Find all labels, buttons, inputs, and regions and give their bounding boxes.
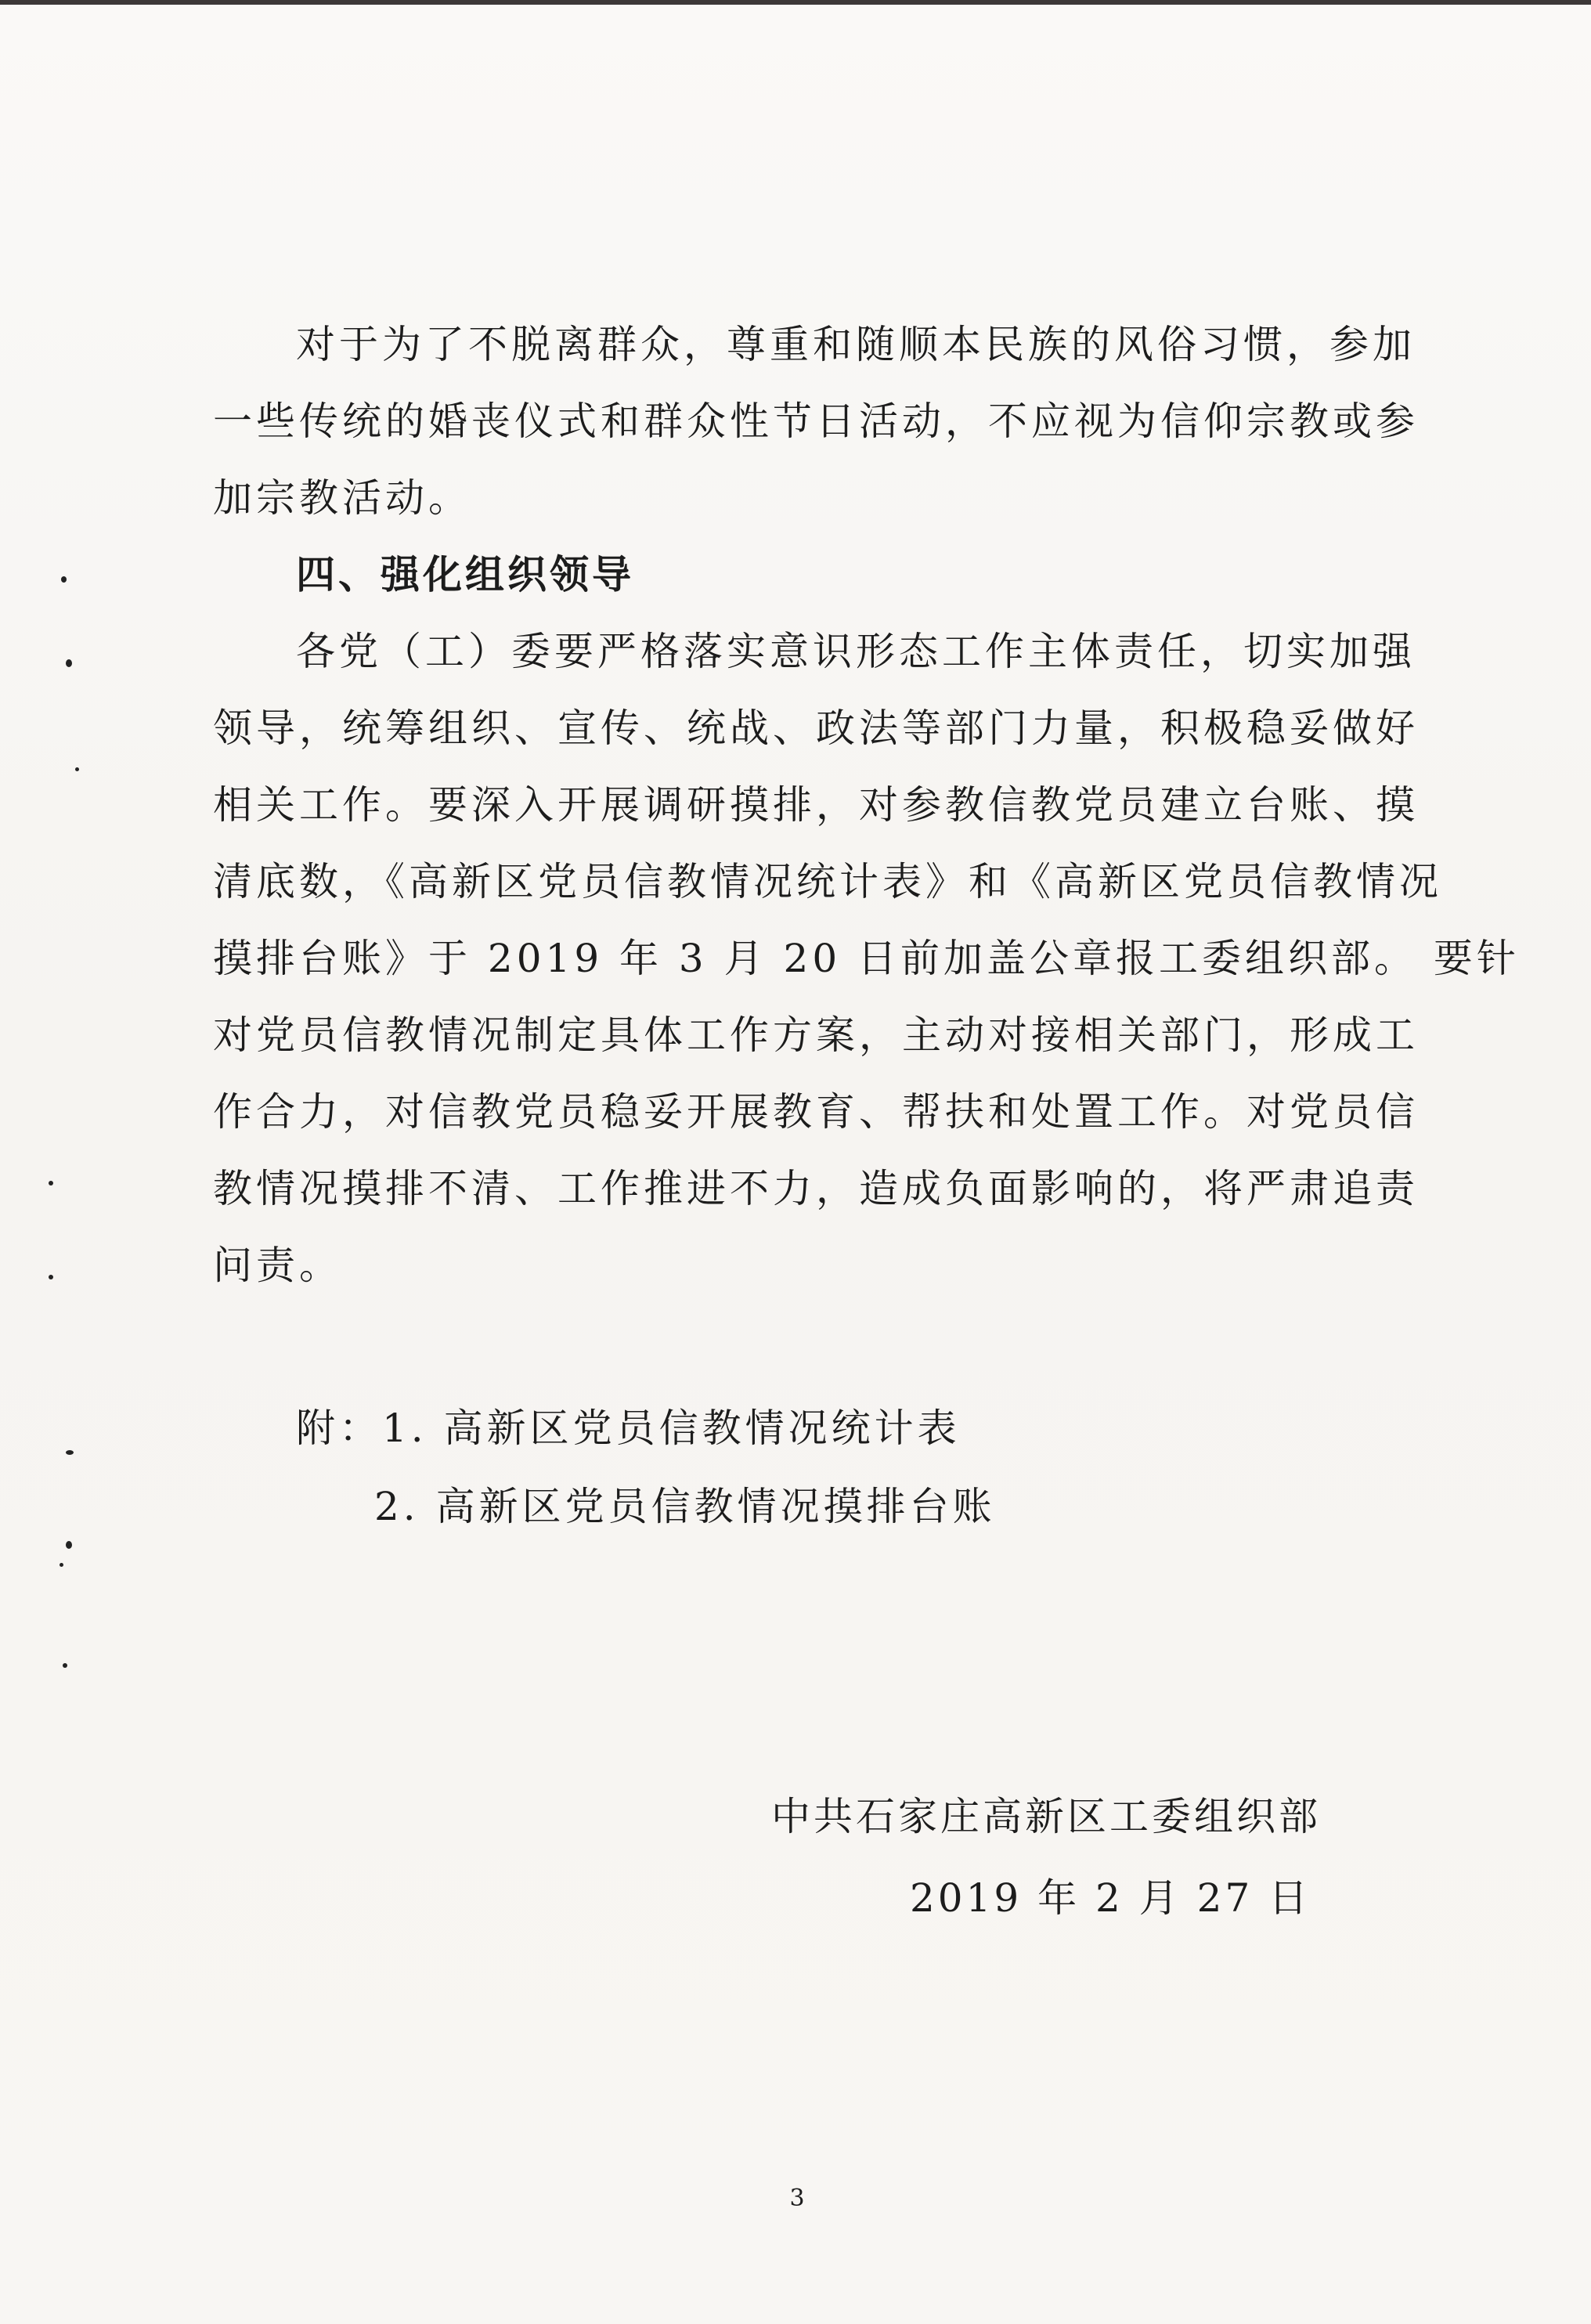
para2-line-7: 作合力，对信教党员稳妥开展教育、帮扶和处置工作。对党员信 [213,1089,1419,1135]
para2-line-4: 清底数，《高新区党员信教情况统计表》和《高新区党员信教情况 [213,859,1442,904]
para2-line-1: 各党（工）委要严格落实意识形态工作主体责任，切实加强 [296,629,1416,674]
scan-speck [75,767,79,771]
signature-date: 2019 年 2 月 27 日 [910,1875,1311,1921]
para1-line-2: 一些传统的婚丧仪式和群众性节日活动，不应视为信仰宗教或参 [213,399,1419,444]
para2-line-2: 领导，统筹组织、宣传、统战、政法等部门力量，积极稳妥做好 [213,706,1419,751]
section-heading: 四、强化组织领导 [296,552,634,597]
scan-speck [49,1275,53,1279]
scan-speck [66,1450,74,1455]
para2-line-5: 摸排台账》于 2019 年 3 月 20 日前加盖公章报工委组织部。 要针 [213,936,1520,981]
scan-speck [63,1663,67,1668]
para2-line-6: 对党员信教情况制定具体工作方案，主动对接相关部门，形成工 [213,1012,1419,1058]
scan-speck [60,1563,63,1567]
para2-line-3: 相关工作。要深入开展调研摸排，对参教信教党员建立台账、摸 [213,782,1419,828]
para1-line-3: 加宗教活动。 [213,475,471,521]
attachment-item-1: 附：1. 高新区党员信教情况统计表 [296,1406,961,1451]
scan-speck [66,659,72,667]
scan-speck [66,1541,72,1549]
para1-line-1: 对于为了不脱离群众，尊重和随顺本民族的风俗习惯，参加 [296,322,1416,367]
scan-speck [49,1181,53,1185]
page-number: 3 [789,2185,805,2212]
para2-line-8: 教情况摸排不清、工作推进不力，造成负面影响的，将严肃追责 [213,1166,1419,1211]
attachment-item-2: 2. 高新区党员信教情况摸排台账 [374,1484,996,1529]
scan-top-edge [0,0,1591,5]
scan-speck [61,576,67,583]
para2-line-9: 问责。 [213,1243,342,1288]
signature-organization: 中共石家庄高新区工委组织部 [771,1794,1321,1839]
